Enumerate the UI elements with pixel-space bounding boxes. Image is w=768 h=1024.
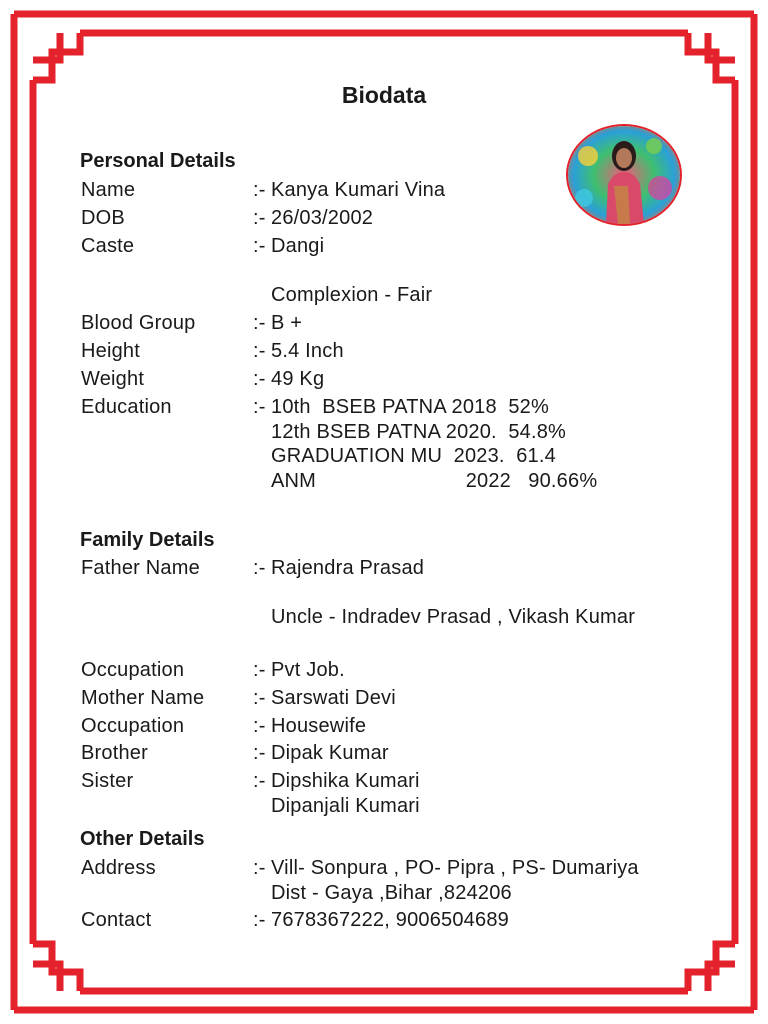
- dob-label: DOB: [81, 207, 125, 229]
- height-value: 5.4 Inch: [271, 340, 344, 362]
- other-details-heading: Other Details: [80, 828, 205, 850]
- sister-value: Dipanjali Kumari: [271, 795, 420, 817]
- weight-label: Weight: [81, 368, 145, 390]
- blood-group-value: B +: [271, 312, 303, 334]
- education-line: ANM 2022 90.66%: [271, 470, 598, 492]
- separator: :-: [253, 857, 266, 879]
- father-name-value: Rajendra Prasad: [271, 557, 425, 579]
- education-line: 12th BSEB PATNA 2020. 54.8%: [271, 421, 567, 443]
- education-label: Education: [81, 396, 172, 418]
- profile-photo: [566, 124, 682, 226]
- address-line: Vill- Sonpura , PO- Pipra , PS- Dumariya: [271, 857, 639, 879]
- separator: :-: [253, 659, 266, 681]
- weight-value: 49 Kg: [271, 368, 325, 390]
- education-line: GRADUATION MU 2023. 61.4: [271, 445, 556, 467]
- separator: :-: [253, 687, 266, 709]
- brother-label: Brother: [81, 742, 148, 764]
- separator: :-: [253, 179, 266, 201]
- mother-name-value: Sarswati Devi: [271, 687, 396, 709]
- blood-group-label: Blood Group: [81, 312, 196, 334]
- complexion-text: Complexion - Fair: [271, 284, 433, 306]
- separator: :-: [253, 715, 266, 737]
- separator: :-: [253, 770, 266, 792]
- separator: :-: [253, 396, 266, 418]
- address-line: Dist - Gaya ,Bihar ,824206: [271, 882, 512, 904]
- family-details-heading: Family Details: [80, 529, 215, 551]
- dob-value: 26/03/2002: [271, 207, 374, 229]
- separator: :-: [253, 312, 266, 334]
- separator: :-: [253, 368, 266, 390]
- address-label: Address: [81, 857, 156, 879]
- caste-label: Caste: [81, 235, 135, 257]
- separator: :-: [253, 742, 266, 764]
- sister-label: Sister: [81, 770, 134, 792]
- separator: :-: [253, 340, 266, 362]
- brother-value: Dipak Kumar: [271, 742, 389, 764]
- separator: :-: [253, 557, 266, 579]
- name-value: Kanya Kumari Vina: [271, 179, 446, 201]
- personal-details-heading: Personal Details: [80, 150, 236, 172]
- separator: :-: [253, 235, 266, 257]
- name-label: Name: [81, 179, 136, 201]
- sister-value: Dipshika Kumari: [271, 770, 420, 792]
- father-occupation-label: Occupation: [81, 659, 185, 681]
- education-line: 10th BSEB PATNA 2018 52%: [271, 396, 549, 418]
- father-name-label: Father Name: [81, 557, 200, 579]
- uncle-text: Uncle - Indradev Prasad , Vikash Kumar: [271, 606, 636, 628]
- mother-occupation-label: Occupation: [81, 715, 185, 737]
- separator: :-: [253, 909, 266, 931]
- caste-value: Dangi: [271, 235, 325, 257]
- page-title: Biodata: [341, 82, 427, 108]
- separator: :-: [253, 207, 266, 229]
- contact-value: 7678367222, 9006504689: [271, 909, 509, 931]
- father-occupation-value: Pvt Job.: [271, 659, 345, 681]
- mother-name-label: Mother Name: [81, 687, 205, 709]
- contact-label: Contact: [81, 909, 152, 931]
- height-label: Height: [81, 340, 141, 362]
- mother-occupation-value: Housewife: [271, 715, 367, 737]
